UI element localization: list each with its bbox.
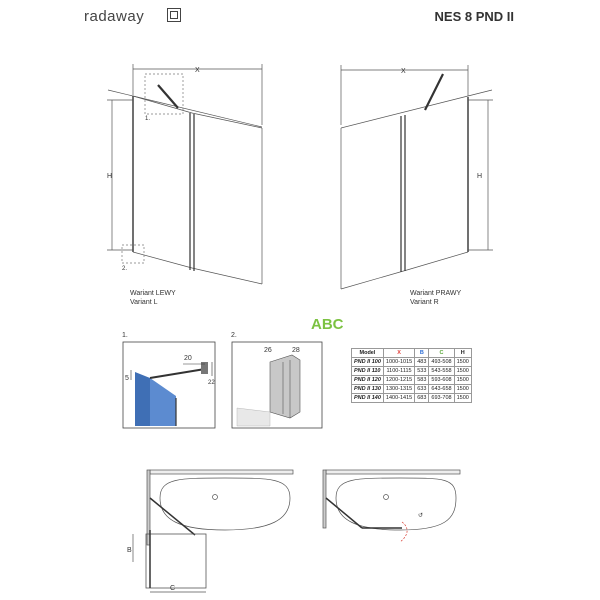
detail-2-label: 2.	[231, 332, 237, 339]
variant-right-caption	[410, 289, 461, 307]
left-elevation	[107, 64, 262, 284]
spec-header-h: H	[454, 349, 471, 358]
detail-1-dim-5: 5	[125, 375, 129, 382]
variant-left-caption	[130, 289, 176, 307]
table-cell: 1100-1115	[383, 367, 414, 376]
right-dim-x: X	[401, 68, 406, 75]
detail-2-dim-28: 28	[292, 347, 300, 354]
plan-dim-c: C	[170, 585, 176, 592]
table-cell: 1400-1415	[383, 394, 414, 403]
variant-right-line2: Variant R	[410, 299, 439, 306]
table-cell: 593-608	[429, 376, 454, 385]
table-cell: 1200-1215	[383, 376, 414, 385]
spec-table	[351, 348, 472, 403]
brand-name: radaway	[84, 8, 145, 25]
table-row	[352, 367, 472, 376]
table-cell: PND II 100	[352, 358, 384, 367]
right-elevation	[341, 65, 493, 289]
plan-left	[133, 470, 293, 592]
left-dim-x: X	[195, 67, 200, 74]
table-cell: 693-708	[429, 394, 454, 403]
right-dim-h: H	[477, 173, 483, 180]
table-cell: 1500	[454, 358, 471, 367]
table-cell: 543-558	[429, 367, 454, 376]
table-cell: 1500	[454, 367, 471, 376]
spec-header-model: Model	[352, 349, 384, 358]
table-cell: PND II 140	[352, 394, 384, 403]
spec-table-header-row	[352, 349, 472, 358]
table-cell: PND II 130	[352, 385, 384, 394]
model-title: NES 8 PND II	[434, 9, 514, 24]
table-cell: 1500	[454, 394, 471, 403]
spec-header-c: C	[429, 349, 454, 358]
detail-1-dim-20: 20	[184, 355, 192, 362]
table-cell: 643-658	[429, 385, 454, 394]
table-cell: 1500	[454, 376, 471, 385]
detail-2-dim-26: 26	[264, 347, 272, 354]
detail-1-dim-22: 22	[208, 380, 215, 386]
left-dim-h: H	[107, 173, 113, 180]
table-cell: 1500	[454, 385, 471, 394]
table-cell: 1000-1015	[383, 358, 414, 367]
table-cell: 483	[415, 358, 429, 367]
plan-right-arrow-icon: ↺	[418, 513, 424, 519]
watermark-abc: ABC	[311, 316, 344, 333]
variant-left-line2: Variant L	[130, 299, 158, 306]
variant-left-line1: Wariant LEWY	[130, 290, 176, 297]
detail-1	[123, 342, 215, 428]
table-row	[352, 358, 472, 367]
table-cell: 683	[415, 394, 429, 403]
detail-1-label: 1.	[122, 332, 128, 339]
table-cell: 533	[415, 367, 429, 376]
table-cell: 493-508	[429, 358, 454, 367]
table-cell: PND II 110	[352, 367, 384, 376]
spec-header-b: B	[415, 349, 429, 358]
plan-right	[323, 470, 460, 542]
table-row	[352, 394, 472, 403]
table-cell: 633	[415, 385, 429, 394]
left-callout-2: 2.	[122, 266, 128, 272]
detail-2	[232, 342, 322, 428]
table-row	[352, 376, 472, 385]
spec-header-x: X	[383, 349, 414, 358]
plan-dim-b: B	[127, 547, 132, 554]
table-row	[352, 385, 472, 394]
table-cell: 1300-1315	[383, 385, 414, 394]
variant-right-line1: Wariant PRAWY	[410, 290, 462, 297]
table-cell: PND II 120	[352, 376, 384, 385]
table-cell: 583	[415, 376, 429, 385]
left-callout-1: 1.	[145, 116, 151, 122]
